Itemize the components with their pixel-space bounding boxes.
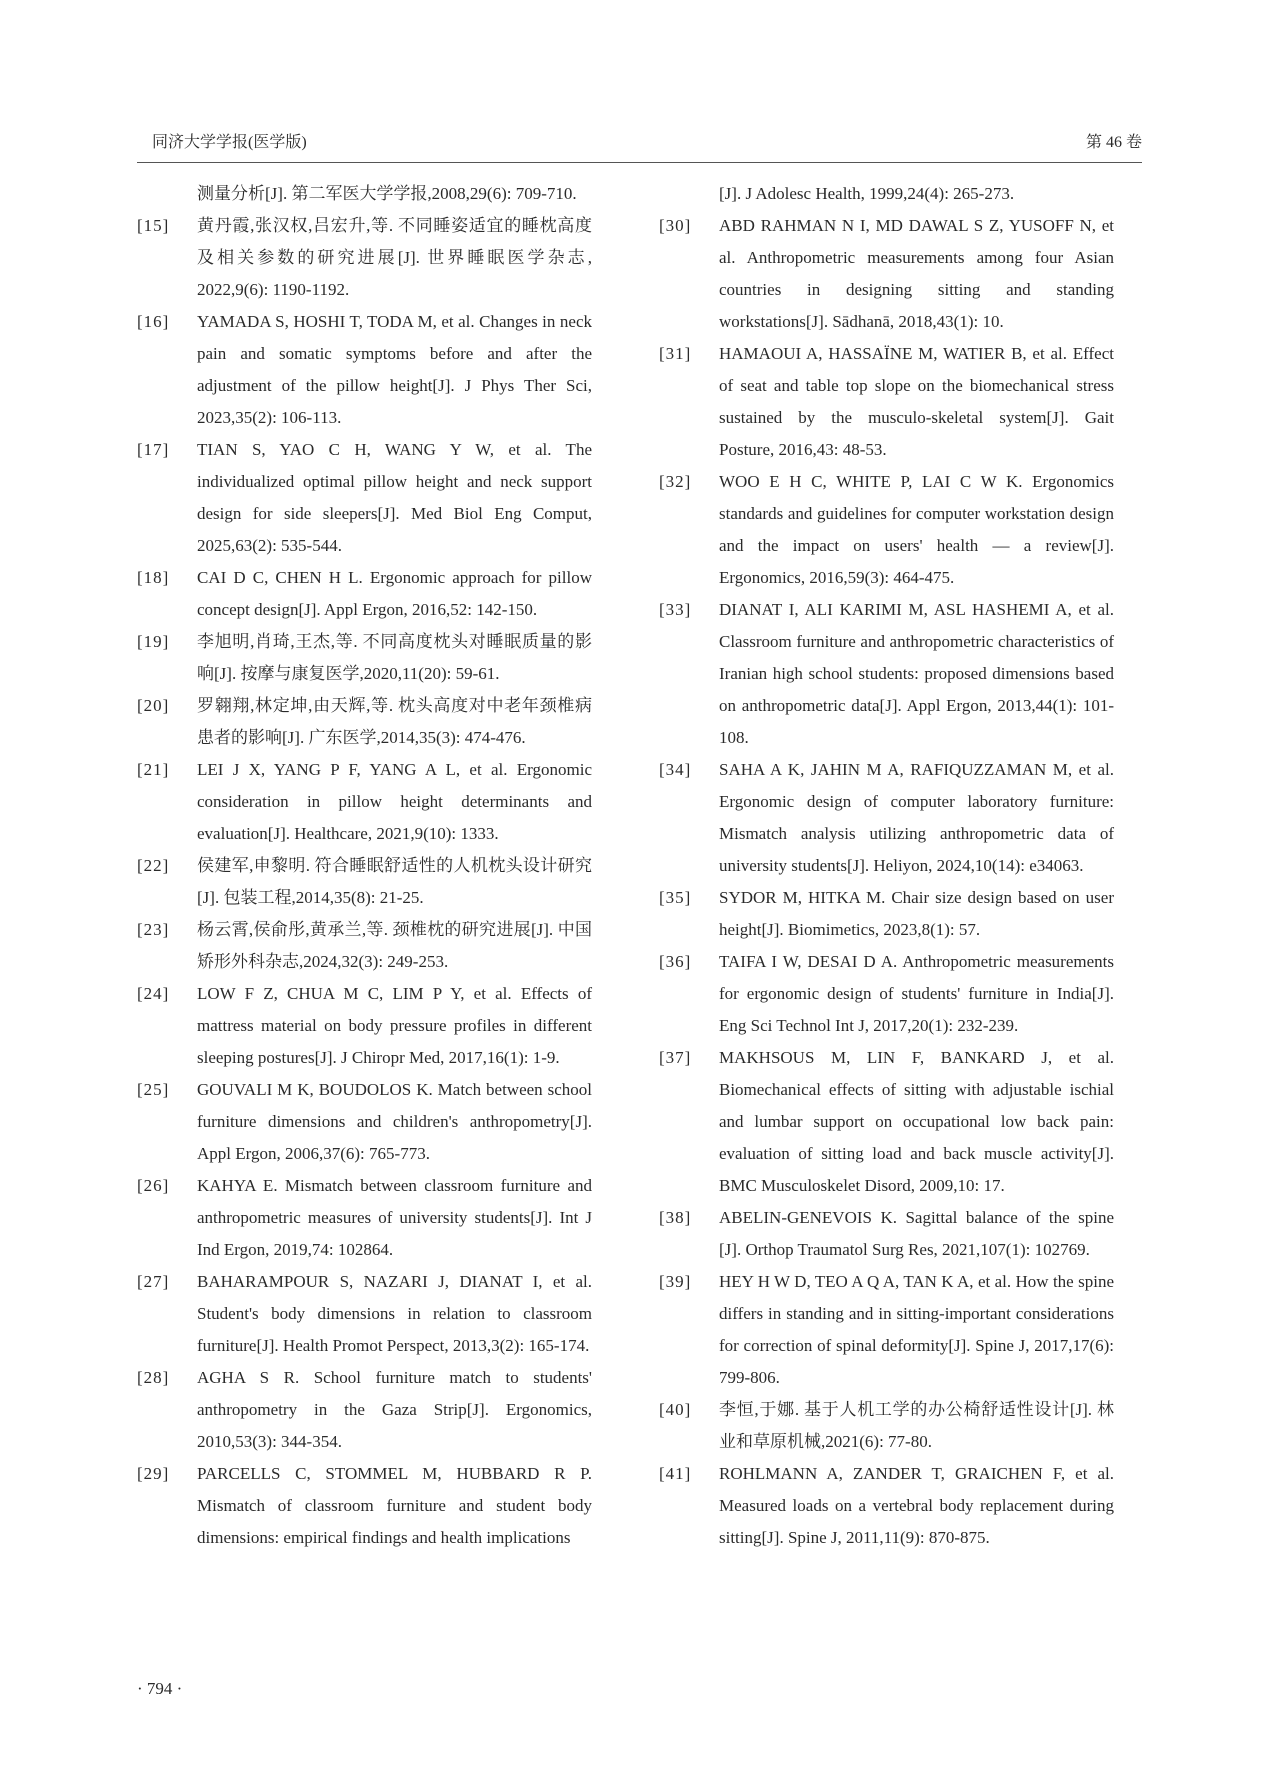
- reference-text: 杨云霄,侯俞彤,黄承兰,等. 颈椎枕的研究进展[J]. 中国矫形外科杂志,2024,32(3): 249-253.: [197, 920, 592, 971]
- reference-text: 李旭明,肖琦,王杰,等. 不同高度枕头对睡眠质量的影响[J]. 按摩与康复医学,2020,11(20): 59-61.: [197, 632, 592, 683]
- reference-item: [137, 434, 592, 562]
- reference-text: AGHA S R. School furniture match to students' anthropometry in the Gaza Strip[J]. Ergonomics, 2010,53(3): 344-354.: [197, 1368, 592, 1451]
- reference-column-left: [137, 178, 592, 1554]
- reference-text: LEI J X, YANG P F, YANG A L, et al. Ergonomic consideration in pillow height determinants and evaluation[J]. Healthcare, 2021,9(10): 1333.: [197, 760, 592, 843]
- reference-text: 测量分析[J]. 第二军医大学学报,2008,29(6): 709-710.: [197, 184, 577, 203]
- reference-text: ROHLMANN A, ZANDER T, GRAICHEN F, et al. Measured loads on a vertebral body replacement during sitting[J]. Spine J, 2011,11(9): 870-875.: [719, 1464, 1114, 1547]
- reference-number: [40]: [659, 1400, 692, 1419]
- running-header: [137, 126, 1142, 163]
- reference-text: PARCELLS C, STOMMEL M, HUBBARD R P. Mismatch of classroom furniture and student body dimensions: empirical findings and health implications: [197, 1464, 592, 1547]
- reference-number: [23]: [137, 920, 170, 939]
- reference-item: [659, 338, 1114, 466]
- reference-item: [659, 1394, 1114, 1458]
- reference-text: HEY H W D, TEO A Q A, TAN K A, et al. How the spine differs in standing and in sitting-important considerations for correction of spinal deformity[J]. Spine J, 2017,17(6): 799-806.: [719, 1272, 1114, 1387]
- reference-number: [32]: [659, 472, 692, 491]
- reference-text: MAKHSOUS M, LIN F, BANKARD J, et al. Biomechanical effects of sitting with adjustable ischial and lumbar support on occupational low back pain: evaluation of sitting load and back muscle activity[J]. BMC Musculoskelet Disord, 2009,10: 17.: [719, 1048, 1114, 1195]
- reference-number: [39]: [659, 1272, 692, 1291]
- reference-item: [137, 1074, 592, 1170]
- reference-number: [18]: [137, 568, 170, 587]
- reference-item: [659, 1042, 1114, 1202]
- reference-item: [659, 946, 1114, 1042]
- reference-item: [659, 1266, 1114, 1394]
- reference-text: 黄丹霞,张汉权,吕宏升,等. 不同睡姿适宜的睡枕高度及相关参数的研究进展[J]. 世界睡眠医学杂志, 2022,9(6): 1190-1192.: [197, 216, 592, 299]
- reference-number: [17]: [137, 440, 170, 459]
- reference-text: 李恒,于娜. 基于人机工学的办公椅舒适性设计[J]. 林业和草原机械,2021(6): 77-80.: [719, 1400, 1114, 1451]
- reference-item: [137, 306, 592, 434]
- reference-text: DIANAT I, ALI KARIMI M, ASL HASHEMI A, et al. Classroom furniture and anthropometric characteristics of Iranian high school students: proposed dimensions based on anthropometric data[J]. Appl Ergon, 2013,44(1): 101-108.: [719, 600, 1114, 747]
- reference-number: [19]: [137, 632, 170, 651]
- reference-item: [137, 626, 592, 690]
- reference-text: TAIFA I W, DESAI D A. Anthropometric measurements for ergonomic design of students' furniture in India[J]. Eng Sci Technol Int J, 2017,20(1): 232-239.: [719, 952, 1114, 1035]
- reference-text: 罗翱翔,林定坤,由天辉,等. 枕头高度对中老年颈椎病患者的影响[J]. 广东医学,2014,35(3): 474-476.: [197, 696, 592, 747]
- reference-number: [35]: [659, 888, 692, 907]
- reference-text: SAHA A K, JAHIN M A, RAFIQUZZAMAN M, et al. Ergonomic design of computer laboratory furniture: Mismatch analysis utilizing anthropometric data of university students[J]. Heliyon, 2024,10(14): e34063.: [719, 760, 1114, 875]
- reference-item: [659, 1458, 1114, 1554]
- reference-item: [659, 466, 1114, 594]
- reference-item: [659, 594, 1114, 754]
- reference-number: [37]: [659, 1048, 692, 1067]
- reference-number: [15]: [137, 216, 170, 235]
- reference-text: [J]. J Adolesc Health, 1999,24(4): 265-273.: [719, 184, 1015, 203]
- page-number: · 794 ·: [137, 1679, 183, 1698]
- reference-item: [137, 978, 592, 1074]
- reference-item: [137, 562, 592, 626]
- reference-number: [36]: [659, 952, 692, 971]
- reference-text: ABD RAHMAN N I, MD DAWAL S Z, YUSOFF N, et al. Anthropometric measurements among four Asian countries in designing sitting and standing workstations[J]. Sādhanā, 2018,43(1): 10.: [719, 216, 1114, 331]
- reference-number: [27]: [137, 1272, 170, 1291]
- reference-number: [25]: [137, 1080, 170, 1099]
- reference-number: [20]: [137, 696, 170, 715]
- reference-text: ABELIN-GENEVOIS K. Sagittal balance of the spine [J]. Orthop Traumatol Surg Res, 2021,107(1): 102769.: [719, 1208, 1114, 1259]
- reference-item: [659, 882, 1114, 946]
- volume-label: 第 46 卷: [1085, 134, 1142, 151]
- reference-number: [30]: [659, 216, 692, 235]
- reference-text: WOO E H C, WHITE P, LAI C W K. Ergonomics standards and guidelines for computer workstation design and the impact on users' health — a review[J]. Ergonomics, 2016,59(3): 464-475.: [719, 472, 1114, 587]
- reference-number: [31]: [659, 344, 692, 363]
- reference-item: [137, 1170, 592, 1266]
- reference-item: [137, 1362, 592, 1458]
- reference-item: [659, 1202, 1114, 1266]
- reference-number: [26]: [137, 1176, 170, 1195]
- reference-column-right: [659, 178, 1114, 1554]
- reference-text: LOW F Z, CHUA M C, LIM P Y, et al. Effects of mattress material on body pressure profiles in different sleeping postures[J]. J Chiropr Med, 2017,16(1): 1-9.: [197, 984, 592, 1067]
- reference-text: SYDOR M, HITKA M. Chair size design based on user height[J]. Biomimetics, 2023,8(1): 57.: [719, 888, 1114, 939]
- reference-number: [34]: [659, 760, 692, 779]
- reference-item: [137, 178, 592, 210]
- reference-number: [24]: [137, 984, 170, 1003]
- reference-number: [28]: [137, 1368, 170, 1387]
- reference-text: TIAN S, YAO C H, WANG Y W, et al. The individualized optimal pillow height and neck support design for side sleepers[J]. Med Biol Eng Comput, 2025,63(2): 535-544.: [197, 440, 592, 555]
- reference-text: KAHYA E. Mismatch between classroom furniture and anthropometric measures of university students[J]. Int J Ind Ergon, 2019,74: 102864.: [197, 1176, 592, 1259]
- reference-item: [659, 178, 1114, 210]
- reference-number: [38]: [659, 1208, 692, 1227]
- reference-number: [33]: [659, 600, 692, 619]
- reference-number: [22]: [137, 856, 170, 875]
- reference-number: [41]: [659, 1464, 692, 1483]
- reference-item: [137, 914, 592, 978]
- journal-title: 同济大学学报(医学版): [152, 134, 307, 151]
- reference-number: [16]: [137, 312, 170, 331]
- reference-number: [29]: [137, 1464, 170, 1483]
- reference-text: HAMAOUI A, HASSAÏNE M, WATIER B, et al. Effect of seat and table top slope on the biomechanical stress sustained by the musculo-skeletal system[J]. Gait Posture, 2016,43: 48-53.: [719, 344, 1114, 459]
- reference-item: [137, 690, 592, 754]
- reference-number: [21]: [137, 760, 170, 779]
- reference-item: [137, 210, 592, 306]
- reference-item: [137, 1458, 592, 1554]
- reference-text: YAMADA S, HOSHI T, TODA M, et al. Changes in neck pain and somatic symptoms before and after the adjustment of the pillow height[J]. J Phys Ther Sci, 2023,35(2): 106-113.: [197, 312, 592, 427]
- reference-item: [137, 754, 592, 850]
- reference-text: BAHARAMPOUR S, NAZARI J, DIANAT I, et al. Student's body dimensions in relation to classroom furniture[J]. Health Promot Perspect, 2013,3(2): 165-174.: [197, 1272, 592, 1355]
- reference-item: [659, 210, 1114, 338]
- reference-item: [659, 754, 1114, 882]
- reference-text: 侯建军,申黎明. 符合睡眠舒适性的人机枕头设计研究[J]. 包装工程,2014,35(8): 21-25.: [197, 856, 592, 907]
- reference-text: GOUVALI M K, BOUDOLOS K. Match between school furniture dimensions and children's anthropometry[J]. Appl Ergon, 2006,37(6): 765-773.: [197, 1080, 592, 1163]
- reference-item: [137, 1266, 592, 1362]
- reference-text: CAI D C, CHEN H L. Ergonomic approach for pillow concept design[J]. Appl Ergon, 2016,52: 142-150.: [197, 568, 592, 619]
- reference-item: [137, 850, 592, 914]
